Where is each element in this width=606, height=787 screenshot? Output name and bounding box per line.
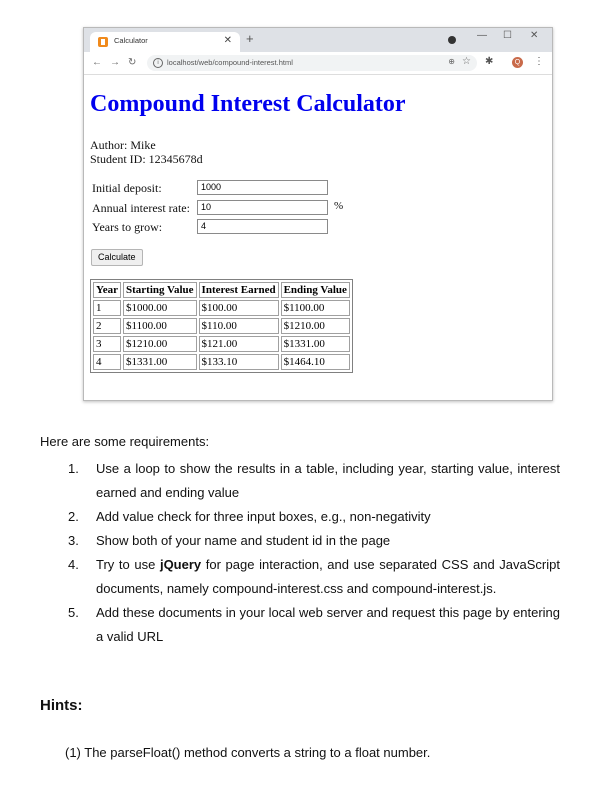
omnibox[interactable] <box>147 55 477 71</box>
table-row <box>93 354 350 370</box>
column-header: Starting Value <box>123 282 197 298</box>
year-cell: 2 <box>93 318 121 334</box>
table-row <box>93 318 350 334</box>
list-item <box>68 601 560 649</box>
item-text: Add value check for three input boxes, e.g., non-negativity <box>96 509 431 524</box>
url-text[interactable]: localhost/web/compound-interest.html <box>167 58 293 67</box>
maximize-icon[interactable]: ☐ <box>503 30 512 41</box>
tab-title: Calculator <box>114 36 148 45</box>
tab-calculator[interactable] <box>90 32 240 52</box>
list-item <box>68 505 560 529</box>
requirements-intro: Here are some requirements: <box>40 434 210 449</box>
address-bar <box>84 52 552 75</box>
table-header-row <box>93 282 350 298</box>
column-header: Interest Earned <box>199 282 279 298</box>
rate-input[interactable] <box>197 200 328 215</box>
column-header: Ending Value <box>281 282 350 298</box>
interest-cell: $100.00 <box>199 300 279 316</box>
item-text-after: for page interaction, and use separated CSS and JavaScript documents, namely compound-interest.css and compound-interest.js. <box>96 557 560 596</box>
starting-value-cell: $1000.00 <box>123 300 197 316</box>
browser-window <box>83 27 553 401</box>
item-number: 4. <box>68 557 79 572</box>
author-name: Author: Mike <box>90 138 156 152</box>
ending-value-cell: $1464.10 <box>281 354 350 370</box>
results-table <box>90 279 353 373</box>
list-item <box>68 529 560 553</box>
interest-cell: $121.00 <box>199 336 279 352</box>
item-number: 1. <box>68 461 79 476</box>
hints-heading: Hints: <box>40 697 83 714</box>
window-close-icon[interactable]: ✕ <box>530 30 539 41</box>
tab-close-icon[interactable]: ✕ <box>223 35 232 46</box>
table-row <box>93 336 350 352</box>
ending-value-cell: $1210.00 <box>281 318 350 334</box>
extensions-icon[interactable]: ✱ <box>485 56 494 67</box>
favicon-icon <box>98 37 108 47</box>
list-item <box>68 553 560 601</box>
item-number: 3. <box>68 533 79 548</box>
reload-icon[interactable]: ↻ <box>128 57 137 68</box>
year-cell: 1 <box>93 300 121 316</box>
percent-sign: % <box>334 200 344 212</box>
years-input[interactable] <box>197 219 328 234</box>
site-info-icon[interactable]: i <box>153 58 163 68</box>
column-header: Year <box>93 282 121 298</box>
page-title: Compound Interest Calculator <box>90 91 406 117</box>
table-row <box>93 300 350 316</box>
bookmark-star-icon[interactable]: ☆ <box>462 56 471 67</box>
requirements-list <box>68 457 560 649</box>
item-text-before: Try to use <box>96 557 160 572</box>
interest-cell: $133.10 <box>199 354 279 370</box>
item-text: Show both of your name and student id in the page <box>96 533 391 548</box>
student-id: Student ID: 12345678d <box>90 152 203 166</box>
zoom-icon[interactable]: ⊕ <box>448 57 455 66</box>
new-tab-button[interactable]: + <box>246 31 254 46</box>
item-text: Use a loop to show the results in a table, including year, starting value, interest earned and ending value <box>96 461 560 500</box>
tab-search-icon[interactable] <box>448 36 456 44</box>
calculate-button[interactable]: Calculate <box>91 249 143 266</box>
list-item <box>68 457 560 505</box>
ending-value-cell: $1331.00 <box>281 336 350 352</box>
ending-value-cell: $1100.00 <box>281 300 350 316</box>
interest-cell: $110.00 <box>199 318 279 334</box>
tab-bar <box>84 28 552 52</box>
menu-icon[interactable]: ⋮ <box>534 56 544 67</box>
starting-value-cell: $1100.00 <box>123 318 197 334</box>
jquery-bold: jQuery <box>159 557 202 572</box>
author-info <box>90 138 203 166</box>
deposit-input[interactable] <box>197 180 328 195</box>
hint-item: (1) The parseFloat() method converts a string to a float number. <box>65 745 431 760</box>
year-cell: 4 <box>93 354 121 370</box>
deposit-label: Initial deposit: <box>92 181 162 195</box>
starting-value-cell: $1331.00 <box>123 354 197 370</box>
forward-icon[interactable]: → <box>110 57 120 68</box>
minimize-icon[interactable]: — <box>477 30 487 41</box>
rate-label: Annual interest rate: <box>92 201 190 215</box>
starting-value-cell: $1210.00 <box>123 336 197 352</box>
avatar[interactable]: Q <box>512 57 523 68</box>
years-label: Years to grow: <box>92 220 163 234</box>
back-icon[interactable]: ← <box>92 57 102 68</box>
year-cell: 3 <box>93 336 121 352</box>
item-text: Add these documents in your local web server and request this page by entering a valid URL <box>96 605 560 644</box>
item-number: 5. <box>68 605 79 620</box>
item-number: 2. <box>68 509 79 524</box>
